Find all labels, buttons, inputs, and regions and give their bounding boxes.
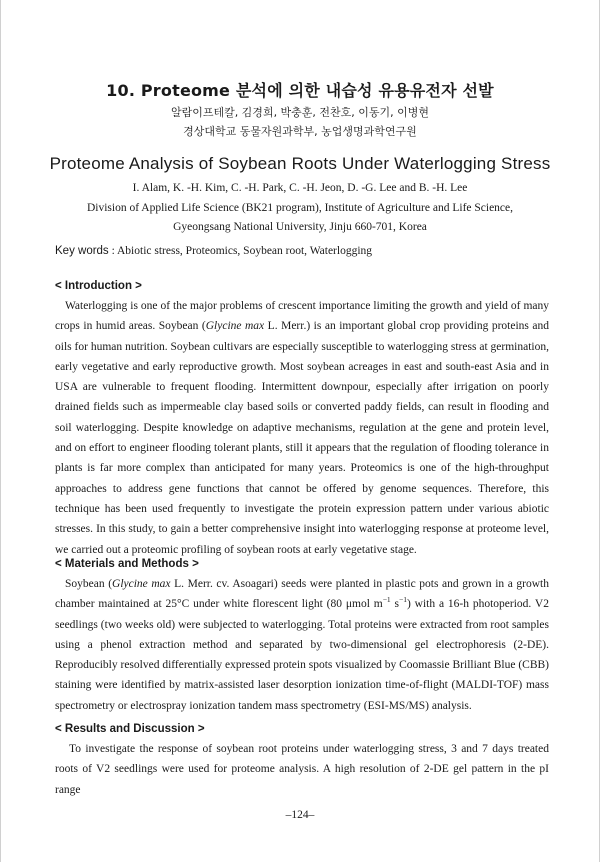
english-title: Proteome Analysis of Soybean Roots Under Waterlogging Stress xyxy=(49,154,551,173)
methods-text-3: s xyxy=(390,598,400,611)
korean-title: 10. Proteome 분석에 의한 내습성 유용유전자 선발 xyxy=(106,81,494,100)
methods-species: Glycine max xyxy=(112,578,171,590)
introduction-text-1: Waterlogging is one of the major problems of crescent importance limiting the growth and yield of many crops in humid areas. Soybean ( xyxy=(55,300,549,333)
keywords-text: : Abiotic stress, Proteomics, Soybean root, Waterlogging xyxy=(111,245,373,257)
methods-superscript-1: −1 xyxy=(382,595,391,605)
introduction-text-2: L. Merr.) is an important global crop providing proteins and oils for human nutrition. Soybean cultivars are especially susceptible to waterlogging stress at germination, early vegetative and early reproductive growth. Most soybean acreages in east and south-east Asia and in USA are vulnerable to frequent flooding. Intermittent downpour, especially after irrigation on poorly drained fields such as impermeable clay based soils or converted paddy fields, can result in flooding and soil waterlogging. Despite knowledge on adaptive mechanisms, regulation at the gene and protein level, and on effort to engineer flooding tolerant plants, still it appears that the regulation of flooding tolerance in plants is far more complex than anticipated for many years. Proteomics is one of the high-throughput approaches to address gene functions that cannot be offered by genome sequences. Therefore, this technique has been used frequently to investigate the protein expression pattern under various abiotic stresses. In this study, to gain a better comprehensive insight into waterlogging response at proteome level, we carried out a proteomic profiling of soybean roots at early vegetative stage. xyxy=(55,320,550,556)
methods-text-4: ) with a 16-h photoperiod. V2 seedlings (two weeks old) were subjected to waterlogging. Total proteins were extracted from root samples using a phenol extraction method and separated by two-dimensional gel electrophoresis (2-DE). Reproducibly resolved differentially expressed protein spots visualized by Coomassie Brilliant Blue (CBB) staining were identified by matrix-assisted laser desorption ionization time-of-flight (MALDI-TOF) mass spectrometry or electrospray ionization tandem mass spectrometry (ESI-MS/MS) analysis. xyxy=(55,598,549,712)
introduction-paragraph xyxy=(55,296,549,560)
english-authors: I. Alam, K. -H. Kim, C. -H. Park, C. -H. Jeon, D. -G. Lee and B. -H. Lee xyxy=(132,182,468,194)
english-affiliation-line1: Division of Applied Life Science (BK21 program), Institute of Agriculture and Life Science, xyxy=(86,202,514,214)
methods-paragraph xyxy=(55,574,549,716)
introduction-heading: < Introduction > xyxy=(55,280,142,292)
methods-text-1: Soybean ( xyxy=(65,578,113,590)
introduction-species: Glycine max xyxy=(205,320,265,333)
results-text: To investigate the response of soybean root proteins under waterlogging stress, 3 and 7 days treated roots of V2 seedlings were used for proteome analysis. A high resolution of 2-DE gel pattern in the pI range xyxy=(55,743,549,796)
korean-affiliation: 경상대학교 동물자원과학부, 농업생명과학연구원 xyxy=(183,125,417,138)
page-number: –124– xyxy=(285,809,315,821)
korean-authors: 알람이프테칼, 김경희, 박충훈, 전찬호, 이동기, 이병현 xyxy=(170,106,430,119)
english-affiliation-line2: Gyeongsang National University, Jinju 660-701, Korea xyxy=(173,221,427,233)
keywords-label: Key words xyxy=(55,245,109,257)
methods-superscript-2: −1 xyxy=(399,595,407,605)
keywords xyxy=(55,245,559,257)
methods-text-2: L. Merr. cv. Asoagari) seeds were planted in plastic pots and grown in a growth chamber maintained at 25°C under white florescent light (80 μmol m xyxy=(55,578,550,611)
methods-heading: < Materials and Methods > xyxy=(55,558,199,570)
results-heading: < Results and Discussion > xyxy=(55,723,205,735)
results-paragraph xyxy=(55,739,549,800)
